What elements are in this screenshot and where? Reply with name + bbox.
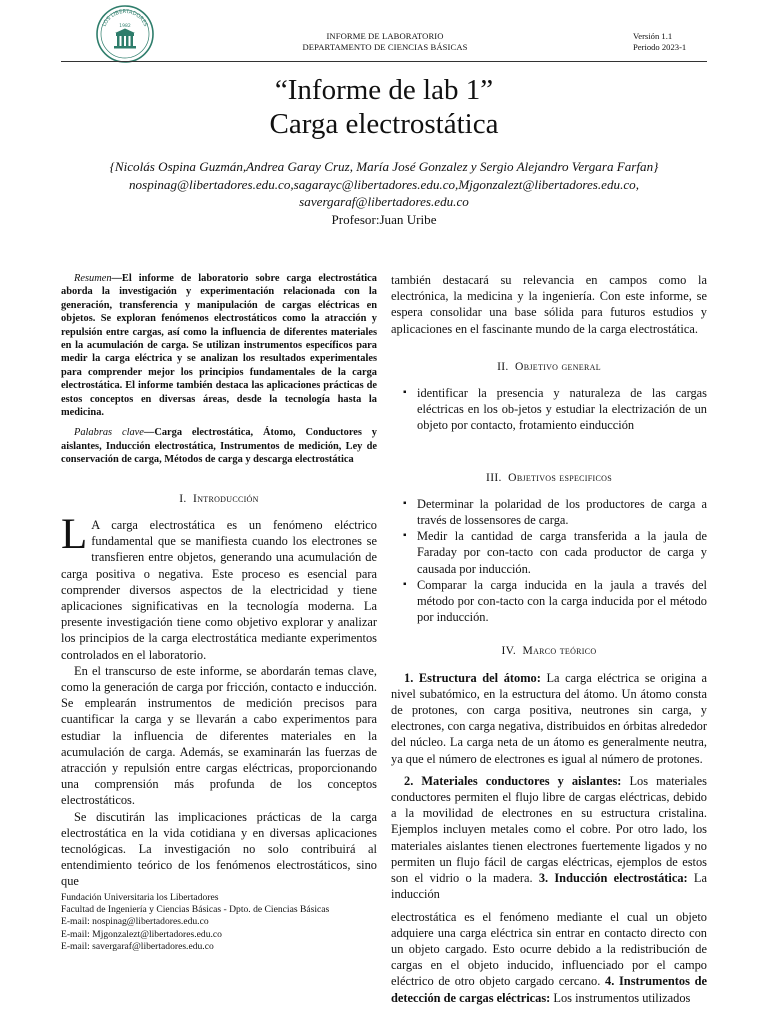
logo-year: 1982 [119, 24, 131, 29]
list-item: ▪ Comparar la carga inducida en la jaula a través del método por con-tacto con la carga inducida por el método por inducción. [417, 577, 707, 626]
intro-paragraph-2: En el transcurso de este informe, se abordarán temas clave, como la generación de carga por fricción, contacto e inducción. Se emplearán instrumentos de medición precisos para cuantificar la carga y se llevarán a cabo experimentos para estudiar la influencia de diferentes materiales en la acumulación de carga. Además, se examinarán las fuerzas de atracción y repulsión entre cargas eléctricas, proporcionando una comprensión más profunda de los conceptos electrostáticos. [61, 663, 377, 808]
marco-paragraph-2: 2. Materiales conductores y aislantes: Los materiales conductores permiten el flujo libre de cargas eléctricas, debido a la movilidad de electrones en su estructura cristalina. Ejemplos incluyen metales como el cobre. Por otro lado, los materiales aislantes tienen electrones fuertemente ligados y no permiten un flujo fácil de cargas eléctricas, ejemplos de estos son el vidrio o la madera. 3. Inducción electrostática: La inducción [391, 773, 707, 902]
author-emails-2: savergaraf@libertadores.edu.co [299, 194, 469, 209]
section-heading-introduccion: I. Introducción [179, 491, 259, 505]
marco-heading-4: 4. Instrumentos de detección de cargas eléctricas: [391, 974, 707, 1005]
keywords-text: —Carga electrostática, Átomo, Conductores y aislantes, Inducción electrostática, Instrumentos de medición, Ley de conservación de carga, Métodos de carga y descarga electrostática [61, 427, 378, 466]
footnote-email-2: E-mail: Mjgonzalezt@libertadores.edu.co [61, 928, 222, 940]
version-block [633, 31, 686, 53]
intro-paragraph-1: L A carga electrostática es un fenómeno eléctrico fundamental que se manifiesta cuando los electrones se transfieren entre objetos, generando una acumulación de carga positiva o negativa. Este proceso es esencial para comprender diversos aspectos de la electricidad y tiene aplicaciones significativas en la tecnología moderna. La presente investigación tiene como objetivo explorar y analizar los principios de la carga electrostática mediante experimentos controlados en el laboratorio. [61, 510, 377, 662]
right-column [391, 272, 707, 1006]
keywords [61, 426, 377, 466]
header-period: Periodo 2023-1 [633, 42, 687, 52]
author-emails-1: nospinag@libertadores.edu.co,sagarayc@libertadores.edu.co,Mjgonzalezt@libertadores.edu.co, [129, 176, 639, 192]
section-heading-objetivo-general: II. Objetivo general [497, 359, 601, 373]
list-item: ▪ identificar la presencia y naturaleza de las cargas eléctricas en los ob-jetos y estudiar la electrización de un objeto por contacto, frotamiento einducción [417, 385, 707, 434]
footnote-faculty: Facultad de Ingeniería y Ciencias Básicas - Dpto. de Ciencias Básicas [61, 904, 330, 916]
list-item: ▪ Determinar la polaridad de los productores de carga a través de lossensores de carga. [417, 496, 707, 528]
running-header [250, 31, 520, 53]
marco-heading-1: 1. Estructura del átomo: [404, 670, 541, 685]
abstract-text: —El informe de laboratorio sobre carga electrostática aborda la investigación y experimentación relacionada con la generación, transferencia y manipulación de cargas eléctricas en objetos. Se exploran fenómenos electrostáticos como la atracción y repulsión entre cargas, así como la influencia de diferentes materiales en la acumulación de carga. Se utilizan instrumentos específicos para medir la carga eléctrica y se analizan los resultados experimentales para comprender mejor los principios fundamentales de la carga electrostática. El informe también destaca las aplicaciones prácticas de estos conceptos en diversas áreas, desde la tecnología hasta la medicina. [61, 273, 377, 419]
intro-paragraph-3-continued: también destacará su relevancia en campos como la electrónica, la medicina y la ingeniería. Con este informe, se espera consolidar una base sólida para futuros estudios y aplicaciones en el fascinante mundo de la carga electrostática. [391, 273, 707, 336]
author-block [40, 158, 728, 228]
objetivo-general-list [391, 385, 707, 434]
list-item: ▪ Medir la cantidad de carga transferida a la jaula de Faraday por con-tacto con cada productor de carga y causada por inducción. [417, 528, 707, 577]
footnote-institution: Fundación Universitaria los Libertadores [61, 892, 219, 903]
drop-cap: L [61, 510, 88, 558]
header-version: Versión 1.1 [633, 31, 673, 41]
section-heading-objetivos-especificos: III. Objetivos especificos [486, 470, 612, 484]
footnote-email-3: E-mail: savergaraf@libertadores.edu.co [61, 940, 214, 952]
affiliation-footnote [61, 892, 329, 953]
section-heading-marco-teorico: IV. Marco teórico [501, 644, 597, 658]
marco-heading-2: 2. Materiales conductores y aislantes: [404, 773, 622, 788]
paper-title [0, 73, 768, 141]
author-names: {Nicolás Ospina Guzmán,Andrea Garay Cruz, María José Gonzalez y Sergio Alejandro Vergara Farfan} [109, 159, 659, 174]
header-report-type: INFORME DE LABORATORIO [326, 31, 444, 41]
marco-paragraph-1: 1. Estructura del átomo: La carga eléctrica se origina a nivel subatómico, en la estructura del átomo. Un átomo consta de protones, con carga positiva, neutrones sin carga, y electrones, con carga negativa, distribuidos en órbitas alrededor del núcleo. La carga neta de un átomo es generalmente neutra, ya que el número de electrones es igual al número de protones. [391, 670, 707, 766]
marco-heading-3: 3. Inducción electrostática: [538, 871, 688, 886]
intro-paragraph-3: Se discutirán las implicaciones prácticas de la carga electrostática en la vida cotidiana y en diversas aplicaciones tecnológicas. La investigación no solo contribuirá al entendimiento teórico de los fenómenos electrostáticos, sino que [61, 809, 377, 889]
abstract [61, 272, 377, 419]
header-rule [61, 61, 707, 62]
logo-text: LOS LIBERTADORES [101, 8, 149, 28]
left-column [61, 272, 377, 890]
marco-paragraph-3: electrostática es el fenómeno mediante el cual un objeto adquiere una carga eléctrica sin entrar en contacto directo con un objeto cargado. Esto ocurre debido a la redistribución de cargas en el objeto inducido, influenciado por el campo eléctrico de otro objeto cargado cercano. 4. Instrumentos de detección de cargas eléctricas: Los instrumentos utilizados [391, 909, 707, 1005]
title-line-2: Carga electrostática [269, 108, 499, 140]
abstract-label: Resumen [74, 273, 112, 284]
university-logo [92, 4, 158, 64]
footnote-email-1: E-mail: nospinag@libertadores.edu.co [61, 916, 209, 928]
header-department: DEPARTAMENTO DE CIENCIAS BÁSICAS [302, 42, 468, 52]
title-line-1: “Informe de lab 1” [274, 74, 494, 106]
objetivos-especificos-list [391, 496, 707, 626]
professor: Profesor:Juan Uribe [331, 211, 437, 227]
keywords-label: Palabras clave [74, 427, 144, 439]
